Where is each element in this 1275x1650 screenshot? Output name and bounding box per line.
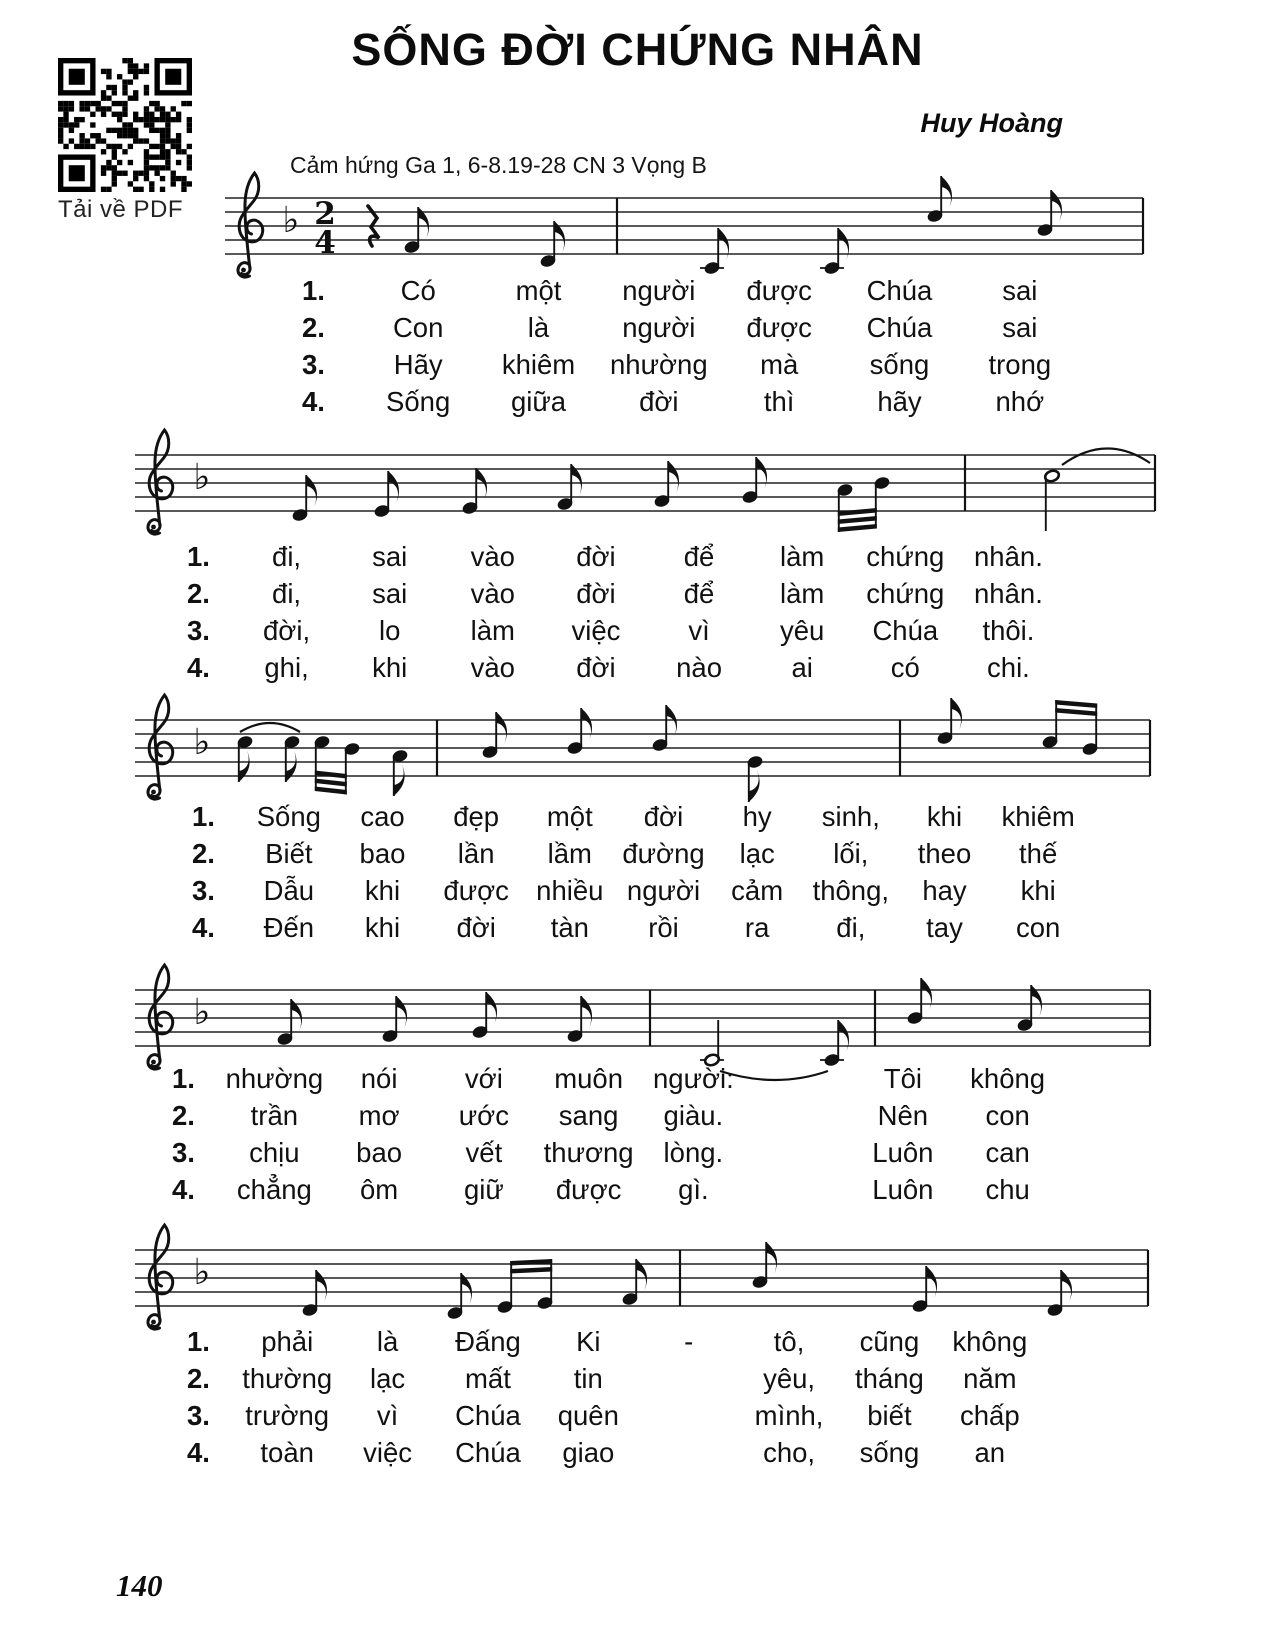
staff-system-2 xyxy=(0,415,1275,555)
lyric-syllable: người: xyxy=(652,1062,734,1094)
lyric-syllable: ra xyxy=(744,911,770,943)
lyric-syllable: người xyxy=(626,874,701,906)
lyric-syllable: bao xyxy=(359,837,406,869)
lyric-syllable: Đến xyxy=(263,911,315,943)
lyric-syllable: rồi xyxy=(648,911,679,943)
lyric-syllable: với xyxy=(464,1062,503,1094)
verse-number: 1. xyxy=(192,800,215,832)
lyric-syllable: Hãy xyxy=(393,348,443,380)
lyric-syllable: thương xyxy=(543,1136,634,1168)
lyric-syllable: Chúa xyxy=(872,614,939,646)
song-title: SỐNG ĐỜI CHỨNG NHÂN xyxy=(351,24,924,75)
lyric-syllable: an xyxy=(974,1436,1006,1468)
lyric-syllable: nào xyxy=(676,651,722,683)
verse-row xyxy=(170,1097,1060,1134)
verse-row xyxy=(185,538,1060,575)
verse-row xyxy=(170,1171,1060,1208)
verse-number: 1. xyxy=(302,274,325,306)
lyric-syllable: con xyxy=(985,1099,1030,1131)
verse-number: 4. xyxy=(192,911,215,943)
verse-number: 4. xyxy=(187,651,210,683)
lyric-syllable: trần xyxy=(250,1099,299,1131)
verse-number: 4. xyxy=(302,385,325,417)
lyric-syllable: đi, xyxy=(272,577,302,609)
lyric-syllable: đường xyxy=(622,837,705,869)
lyric-syllable: vết xyxy=(465,1136,503,1168)
lyric-syllable: sống xyxy=(869,348,930,380)
verse-number: 2. xyxy=(192,837,215,869)
lyric-syllable: tin xyxy=(573,1362,603,1394)
lyric-syllable: khi xyxy=(364,874,401,906)
lyric-syllable: - xyxy=(684,1325,694,1357)
svg-text:♭: ♭ xyxy=(193,992,211,1033)
lyric-syllable: biết xyxy=(867,1399,912,1431)
lyric-syllable: chứng xyxy=(866,540,945,572)
lyric-syllable: hãy xyxy=(877,385,922,417)
composer-name: Huy Hoàng xyxy=(920,108,1063,138)
lyric-syllable: người xyxy=(622,274,696,306)
verse-block-1 xyxy=(300,272,1080,420)
verse-number: 1. xyxy=(172,1062,195,1094)
lyric-syllable: đời xyxy=(643,800,684,832)
verse-row xyxy=(170,1060,1060,1097)
lyric-syllable: vào xyxy=(470,577,515,609)
lyric-syllable: cao xyxy=(360,800,405,832)
verse-row xyxy=(190,909,1085,946)
lyric-syllable: người xyxy=(622,311,696,343)
lyric-syllable: sống xyxy=(859,1436,920,1468)
verse-row xyxy=(170,1134,1060,1171)
lyric-syllable: quên xyxy=(557,1399,619,1431)
lyric-syllable: được xyxy=(746,311,812,343)
lyric-syllable: nhường xyxy=(610,348,708,380)
lyric-syllable: lo xyxy=(378,614,401,646)
verse-row xyxy=(300,272,1080,309)
lyric-syllable: Luôn xyxy=(872,1136,934,1168)
lyric-syllable: nhân. xyxy=(974,577,1043,609)
verse-number: 2. xyxy=(302,311,325,343)
lyric-syllable: năm xyxy=(963,1362,1017,1394)
lyric-syllable: cảm xyxy=(731,874,784,906)
lyric-syllable: chu xyxy=(985,1173,1030,1205)
verse-row xyxy=(185,612,1060,649)
lyric-syllable: phải xyxy=(261,1325,314,1357)
lyric-syllable: Chúa xyxy=(866,311,933,343)
lyric-syllable: Tôi xyxy=(883,1062,922,1094)
lyric-syllable: vì xyxy=(688,614,710,646)
lyric-syllable: Nên xyxy=(877,1099,929,1131)
verse-number: 3. xyxy=(172,1136,195,1168)
lyric-syllable: thì xyxy=(763,385,795,417)
lyric-syllable: làm xyxy=(470,614,515,646)
lyric-syllable: có xyxy=(890,651,920,683)
lyric-syllable: đi, xyxy=(836,911,866,943)
lyric-syllable: được xyxy=(746,274,812,306)
qr-caption[interactable]: Tải về PDF xyxy=(58,196,184,223)
lyric-syllable: Chúa xyxy=(455,1399,521,1431)
lyric-syllable: làm xyxy=(780,577,825,609)
inspiration-note: Cảm hứng Ga 1, 6-8.19-28 CN 3 Vọng B xyxy=(290,152,707,178)
lyric-syllable: thường xyxy=(242,1362,333,1394)
lyric-syllable: ước xyxy=(458,1099,509,1131)
lyric-syllable: vào xyxy=(470,540,515,572)
lyric-syllable: ghi, xyxy=(264,651,309,683)
lyric-syllable: mất xyxy=(465,1362,511,1394)
lyric-syllable: ôm xyxy=(360,1173,399,1205)
lyric-syllable: nhớ xyxy=(995,385,1045,417)
verse-row xyxy=(190,835,1085,872)
lyric-syllable: sai xyxy=(372,577,408,609)
lyric-syllable: là xyxy=(376,1325,399,1357)
lyric-syllable: mình, xyxy=(754,1399,824,1431)
lyric-syllable: yêu xyxy=(780,614,825,646)
lyric-syllable: Đấng xyxy=(455,1325,521,1357)
lyric-syllable: muôn xyxy=(554,1062,624,1094)
lyric-syllable: chấp xyxy=(959,1399,1020,1431)
lyric-syllable: yêu, xyxy=(763,1362,816,1394)
lyric-syllable: Con xyxy=(392,311,444,343)
lyric-syllable: Ki xyxy=(576,1325,601,1357)
lyric-syllable: hay xyxy=(922,874,967,906)
page-number: 140 xyxy=(116,1568,163,1603)
svg-text:♭: ♭ xyxy=(193,1252,211,1293)
verse-block-3 xyxy=(190,798,1085,946)
lyric-syllable: làm xyxy=(780,540,825,572)
lyric-syllable: giữa xyxy=(510,385,567,417)
lyric-syllable: đời xyxy=(576,540,616,572)
lyric-syllable: khiêm xyxy=(501,348,576,380)
verse-number: 2. xyxy=(172,1099,195,1131)
lyric-syllable: Chúa xyxy=(866,274,933,306)
lyric-syllable: việc xyxy=(571,614,621,646)
lyric-syllable: thôi. xyxy=(982,614,1035,646)
verse-row xyxy=(185,575,1060,612)
lyric-syllable: Chúa xyxy=(455,1436,521,1468)
verse-number: 3. xyxy=(192,874,215,906)
lyric-syllable: theo xyxy=(917,837,972,869)
lyric-syllable: lạc xyxy=(369,1362,406,1394)
verse-number: 2. xyxy=(187,1362,210,1394)
svg-text:2: 2 xyxy=(314,196,336,232)
verse-number: 3. xyxy=(302,348,325,380)
verse-row xyxy=(190,872,1085,909)
verse-row xyxy=(185,1323,1040,1360)
lyric-syllable: sai xyxy=(372,540,408,572)
lyric-syllable: can xyxy=(985,1136,1030,1168)
lyric-syllable: thông, xyxy=(812,874,890,906)
lyric-syllable: lối, xyxy=(833,837,869,869)
lyric-syllable: Sống xyxy=(256,800,321,832)
lyric-syllable: gì. xyxy=(678,1173,709,1205)
verse-row xyxy=(300,309,1080,346)
lyric-syllable: đời xyxy=(456,911,496,943)
verse-number: 3. xyxy=(187,1399,210,1431)
lyric-syllable: được xyxy=(443,874,509,906)
lyric-syllable: lạc xyxy=(739,837,775,869)
lyric-syllable: khi xyxy=(926,800,963,832)
verse-row xyxy=(300,346,1080,383)
lyric-syllable: Sống xyxy=(386,385,451,417)
lyric-syllable: chẳng xyxy=(236,1173,312,1205)
lyric-syllable: một xyxy=(546,800,593,832)
lyric-syllable: mơ xyxy=(358,1099,400,1131)
lyric-syllable: được xyxy=(555,1173,622,1205)
lyric-syllable: giữ xyxy=(463,1173,504,1205)
verse-row xyxy=(185,1397,1040,1434)
lyric-syllable: Có xyxy=(400,274,436,306)
verse-block-2 xyxy=(185,538,1060,686)
lyric-syllable: tô, xyxy=(773,1325,805,1357)
lyric-syllable: một xyxy=(515,274,562,306)
lyric-syllable: khi xyxy=(364,911,401,943)
verse-block-4 xyxy=(170,1060,1060,1208)
lyric-syllable: Biết xyxy=(265,837,313,869)
verse-block-5 xyxy=(185,1323,1040,1471)
lyric-syllable: đời xyxy=(576,577,616,609)
lyric-syllable: sinh, xyxy=(821,800,880,832)
lyric-syllable: đời xyxy=(576,651,616,683)
lyric-syllable: Dẫu xyxy=(263,874,315,906)
lyric-syllable: vào xyxy=(470,651,515,683)
svg-text:♭: ♭ xyxy=(193,722,211,763)
lyric-syllable: giàu. xyxy=(663,1099,724,1131)
lyric-syllable: việc xyxy=(363,1436,413,1468)
lyric-syllable: sai xyxy=(1002,274,1038,306)
lyric-syllable: nhường xyxy=(225,1062,324,1094)
lyric-syllable: hy xyxy=(742,800,772,832)
lyric-syllable: nhiều xyxy=(536,874,604,906)
lyric-syllable: giao xyxy=(562,1436,615,1468)
lyric-syllable: khi xyxy=(372,651,408,683)
lyric-syllable: đẹp xyxy=(453,800,500,832)
lyric-syllable: thế xyxy=(1019,837,1058,869)
verse-row xyxy=(185,1434,1040,1471)
verse-row xyxy=(190,798,1085,835)
lyric-syllable: tay xyxy=(926,911,963,943)
lyric-syllable: là xyxy=(527,311,550,343)
lyric-syllable: ai xyxy=(791,651,813,683)
lyric-syllable: lần xyxy=(457,837,495,869)
lyric-syllable: để xyxy=(683,577,715,609)
lyric-syllable: cũng xyxy=(859,1325,920,1357)
svg-text:♭: ♭ xyxy=(282,200,300,241)
verse-number: 3. xyxy=(187,614,210,646)
lyric-syllable: chịu xyxy=(249,1136,300,1168)
lyric-syllable: bao xyxy=(356,1136,403,1168)
lyric-syllable: trong xyxy=(988,348,1052,380)
verse-number: 2. xyxy=(187,577,210,609)
svg-text:♭: ♭ xyxy=(193,457,211,498)
lyric-syllable: nói xyxy=(360,1062,398,1094)
lyric-syllable: khi xyxy=(1020,874,1056,906)
verse-number: 1. xyxy=(187,1325,210,1357)
lyric-syllable: trường xyxy=(245,1399,330,1431)
lyric-syllable: con xyxy=(1015,911,1061,943)
lyric-syllable: tháng xyxy=(855,1362,924,1394)
lyric-syllable: đời, xyxy=(263,614,311,646)
lyric-syllable: chứng xyxy=(866,577,945,609)
lyric-syllable: khiêm xyxy=(1001,800,1075,832)
svg-text:4: 4 xyxy=(314,225,336,261)
lyric-syllable: sang xyxy=(558,1099,619,1131)
lyric-syllable: không xyxy=(970,1062,1046,1094)
verse-number: 4. xyxy=(187,1436,210,1468)
lyric-syllable: toàn xyxy=(260,1436,314,1468)
lyric-syllable: đi, xyxy=(272,540,302,572)
lyric-syllable: Luôn xyxy=(872,1173,934,1205)
lyric-syllable: mà xyxy=(760,348,799,380)
lyric-syllable: nhân. xyxy=(974,540,1043,572)
lyric-syllable: tàn xyxy=(550,911,589,943)
lyric-syllable: lòng. xyxy=(663,1136,724,1168)
verse-number: 4. xyxy=(172,1173,195,1205)
lyric-syllable: không xyxy=(952,1325,1028,1357)
verse-number: 1. xyxy=(187,540,210,572)
lyric-syllable: cho, xyxy=(763,1436,816,1468)
lyric-syllable: chi. xyxy=(987,651,1030,683)
lyric-syllable: để xyxy=(683,540,715,572)
lyric-syllable: vì xyxy=(376,1399,399,1431)
lyric-syllable: đời xyxy=(639,385,679,417)
lyric-syllable: sai xyxy=(1002,311,1038,343)
lyric-syllable: lầm xyxy=(547,837,592,869)
verse-row xyxy=(185,1360,1040,1397)
